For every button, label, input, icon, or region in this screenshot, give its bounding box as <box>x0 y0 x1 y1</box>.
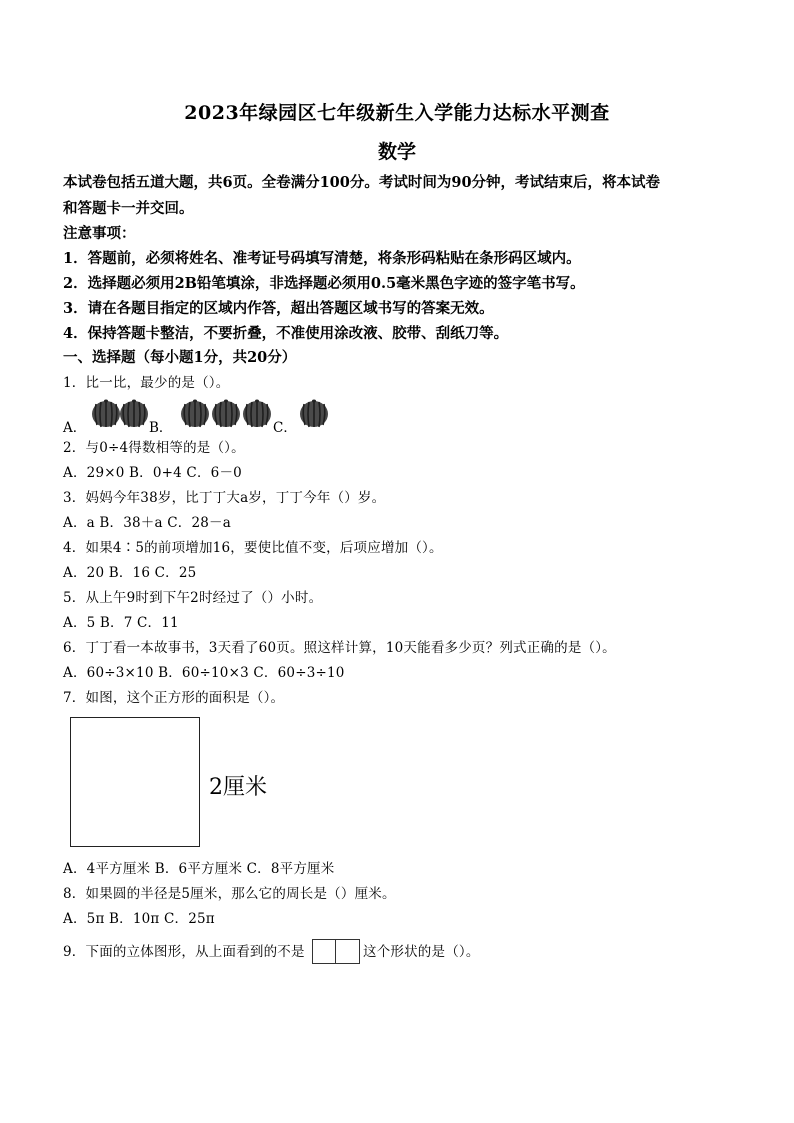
question-5-stem: 5．从上午9时到下午2时经过了（）小时。 <box>63 590 323 606</box>
question-5-options: A．5 B．7 C．11 <box>63 615 179 631</box>
watermelon-icon <box>242 398 272 428</box>
question-9-stem-after: 这个形状的是（）。 <box>363 944 480 960</box>
option-a-label: A． <box>63 420 87 436</box>
watermelon-icon <box>299 398 329 428</box>
note-item-3: 3．请在各题目指定的区域内作答，超出答题区域书写的答案无效。 <box>63 300 494 317</box>
intro-line-1: 本试卷包括五道大题，共6页。全卷满分100分。考试时间为90分钟，考试结束后，将本试卷 <box>63 174 661 191</box>
option-b-label: B． <box>149 420 173 436</box>
top-view-cell <box>312 939 336 964</box>
top-view-cell <box>336 939 360 964</box>
question-8-options: A．5π B．10π C．25π <box>63 911 215 927</box>
top-view-shape <box>312 939 360 964</box>
page-title: 2023年绿园区七年级新生入学能力达标水平测查 <box>184 102 610 124</box>
question-6-stem: 6．丁丁看一本故事书，3天看了60页。照这样计算，10天能看多少页？列式正确的是（）。 <box>63 640 616 656</box>
question-6-options: A．60÷3×10 B．60÷10×3 C．60÷3÷10 <box>63 665 345 681</box>
note-item-4: 4．保持答题卡整洁，不要折叠，不准使用涂改液、胶带、刮纸刀等。 <box>63 325 509 342</box>
question-3-stem: 3．妈妈今年38岁，比丁丁大a岁，丁丁今年（）岁。 <box>63 490 386 506</box>
watermelon-icon <box>91 398 121 428</box>
intro-line-2: 和答题卡一并交回。 <box>63 200 194 217</box>
question-8-stem: 8．如果圆的半径是5厘米，那么它的周长是（）厘米。 <box>63 886 396 902</box>
square-side-label: 2厘米 <box>209 775 267 800</box>
question-9-stem-before: 9．下面的立体图形，从上面看到的不是 <box>63 944 305 960</box>
square-figure <box>70 717 200 847</box>
question-2-stem: 2．与0÷4得数相等的是（）。 <box>63 440 245 456</box>
question-1-stem: 1．比一比，最少的是（）。 <box>63 375 230 391</box>
question-7-stem: 7．如图，这个正方形的面积是（）。 <box>63 690 285 706</box>
question-2-options: A．29×0 B．0+4 C．6－0 <box>63 465 242 481</box>
question-1-options <box>63 398 363 436</box>
option-c-label: C． <box>273 420 297 436</box>
question-7-options: A．4平方厘米 B．6平方厘米 C．8平方厘米 <box>63 861 335 877</box>
subject-title: 数学 <box>377 141 416 163</box>
watermelon-icon <box>180 398 210 428</box>
watermelon-icon <box>211 398 241 428</box>
question-4-options: A．20 B．16 C．25 <box>63 565 197 581</box>
question-3-options: A．a B．38＋a C．28－a <box>63 515 231 531</box>
question-4-stem: 4．如果4∶5的前项增加16，要使比值不变，后项应增加（）。 <box>63 540 443 556</box>
note-item-1: 1．答题前，必须将姓名、准考证号码填写清楚，将条形码粘贴在条形码区域内。 <box>63 250 581 267</box>
note-item-2: 2．选择题必须用2B铅笔填涂，非选择题必须用0.5毫米黑色字迹的签字笔书写。 <box>63 275 585 292</box>
watermelon-icon <box>119 398 149 428</box>
section-heading: 一、选择题（每小题1分，共20分） <box>63 349 297 366</box>
notes-heading: 注意事项： <box>63 225 136 242</box>
